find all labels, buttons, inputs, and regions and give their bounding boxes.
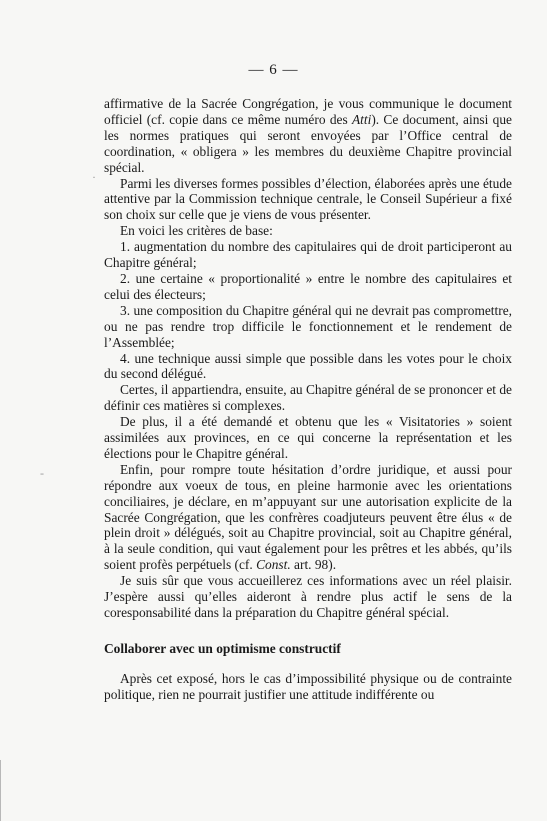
- const-ref: Const.: [256, 557, 291, 573]
- final-paragraph: Après cet exposé, hors le cas d’impossibilité physique ou de contrainte politique, rien ne pourrait justifier une attitude indifférente ou: [104, 670, 512, 702]
- criterion-3: 3. une composition du Chapitre général qui ne devrait pas compromettre, ou ne pas rendre trop difficile le fonctionnement et le rendement de l’Assemblée;: [104, 302, 512, 350]
- atti-ref: Atti: [351, 111, 372, 127]
- scan-dot-mark: ·: [92, 170, 96, 184]
- paragraph-3: En voici les critères de base:: [120, 223, 273, 239]
- paragraph-de-plus: De plus, il a été demandé et obtenu que les « Visitatories » soient assimilées aux provinces, en ce qui concerne la représentation et les élections pour le Chapitre général.: [104, 414, 512, 461]
- paragraph-enfin: Enfin, pour rompre toute hésitation d’ordre juridique, et aussi pour répondre aux voeux de tous, en pleine harmonie avec les orientations conciliaires, je déclare, en m’appuyant sur une autorisation explicite de la Sacrée Congrégation, que les confrères coadjuteurs peuvent être élus « de plein droit » délégués, soit au Chapitre provincial, soit au Chapitre général, à la seule condition, qui vaut également pour les prêtres et les abbés, qu’ils soient profès perpétuels (cf. Const. art. 98).: [104, 461, 512, 573]
- scan-edge-line: [0, 760, 1, 821]
- criterion-1: 1. augmentation du nombre des capitulaires qui de droit participeront au Chapitre général;: [104, 239, 512, 271]
- paragraph-2: Parmi les diverses formes possibles d’élection, élaborées après une étude attentive par la Commission technique centrale, le Conseil Supérieur a fixé son choix sur celle que je viens de vous présenter.: [104, 175, 512, 223]
- section-heading: Collaborer avec un optimisme constructif: [104, 640, 341, 656]
- paragraph-certes: Certes, il appartiendra, ensuite, au Chapitre général de se prononcer et de définir ces matières si complexes.: [104, 382, 512, 414]
- scan-dash-mark: -: [40, 466, 44, 480]
- criterion-4: 4. une technique aussi simple que possible dans les votes pour le choix du second délégué.: [104, 350, 512, 382]
- page-number: — 6 —: [248, 62, 299, 78]
- paragraph-1: affirmative de la Sacrée Congrégation, je vous communique le document officiel (cf. copie dans ce même numéro des Atti). Ce document, ainsi que les normes pratiques qui seront envoyées par l’Office central de coordination, « obligera » les membres du deuxième Chapitre provincial spécial.: [104, 96, 512, 175]
- criterion-2: 2. une certaine « proportionalité » entre le nombre des capitulaires et celui des électeurs;: [104, 270, 512, 302]
- paragraph-je-suis-sur: Je suis sûr que vous accueillerez ces informations avec un réel plaisir. J’espère aussi qu’elles aideront à rendre plus actif le sens de la coresponsabilité dans la préparation du Chapitre général spécial.: [104, 573, 512, 620]
- document-body: [104, 96, 512, 703]
